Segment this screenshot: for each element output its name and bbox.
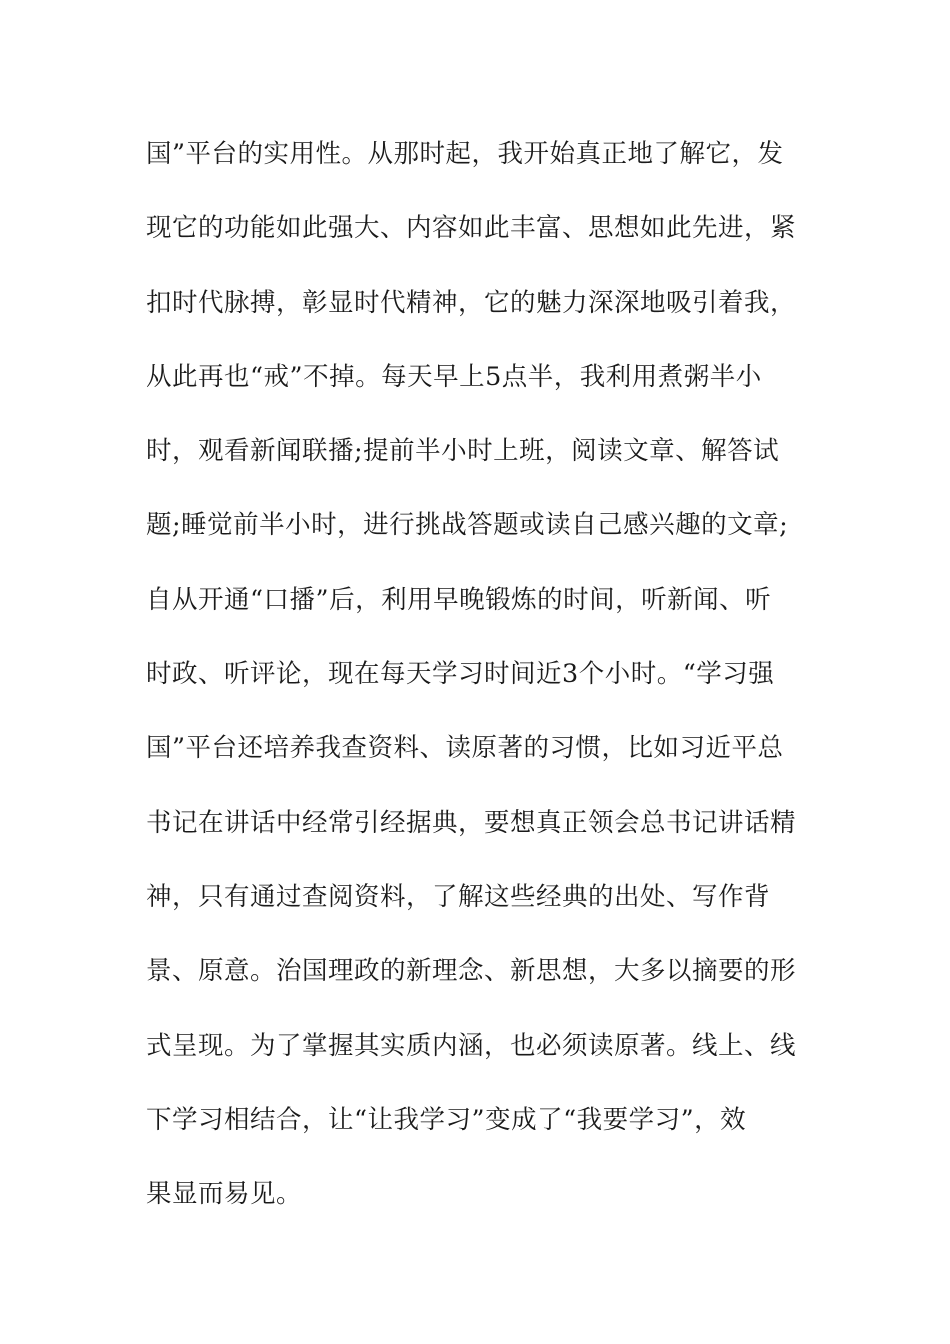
text-line-12: 景、原意。治国理政的新理念、新思想，大多以摘要的形 [146, 956, 797, 987]
text-line-5: 时，观看新闻联播;提前半小时上班，阅读文章、解答试 [146, 436, 780, 467]
text-line-1: 国”平台的实用性。从那时起，我开始真正地了解它，发 [146, 139, 784, 169]
text-line-8: 时政、听评论，现在每天学习时间近3个小时。“学习强 [146, 659, 775, 690]
text-line-6: 题;睡觉前半小时，进行挑战答题或读自己感兴趣的文章; [146, 510, 789, 541]
text-line-13: 式呈现。为了掌握其实质内涵，也必须读原著。线上、线 [146, 1030, 797, 1061]
text-line-15: 果显而易见。 [146, 1179, 303, 1210]
body-text [146, 132, 826, 1246]
text-line-3: 扣时代脉搏，彰显时代精神，它的魅力深深地吸引着我， [146, 287, 797, 318]
text-line-10: 书记在讲话中经常引经据典，要想真正领会总书记讲话精 [146, 807, 797, 838]
text-line-11: 神，只有通过查阅资料，了解这些经典的出处、写作背 [146, 881, 771, 912]
text-line-2: 现它的功能如此强大、内容如此丰富、思想如此先进，紧 [146, 213, 797, 244]
text-line-14: 下学习相结合，让“让我学习”变成了“我要学习”，效 [146, 1104, 747, 1135]
text-line-7: 自从开通“口播”后，利用早晚锻炼的时间，听新闻、听 [146, 584, 772, 615]
text-line-4: 从此再也“戒”不掉。每天早上5点半，我利用煮粥半小 [146, 361, 762, 392]
text-line-9: 国”平台还培养我查资料、读原著的习惯，比如习近平总 [146, 733, 784, 764]
